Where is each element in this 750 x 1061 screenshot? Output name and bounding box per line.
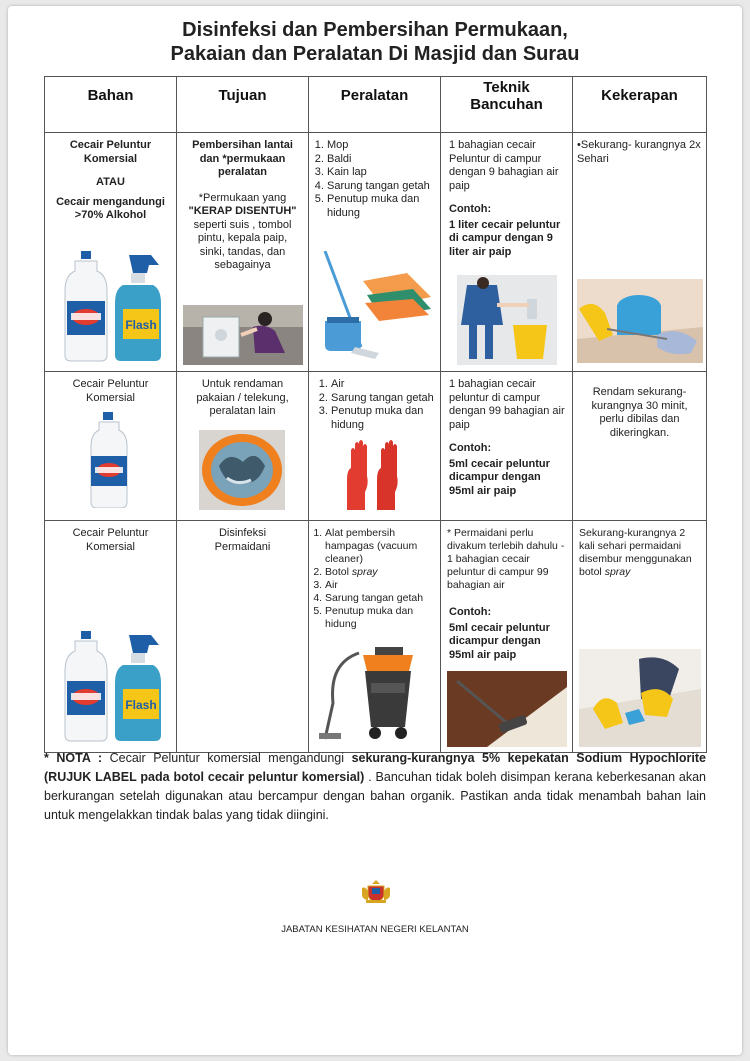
contoh-text: 1 liter cecair peluntur di campur dengan 9 liter air paip (449, 218, 561, 258)
tujuan-text: Untuk rendaman pakaian / telekung, peralatan lain (196, 378, 289, 417)
peralatan-item: 2. Sarung tangan getah (331, 392, 436, 406)
cell-teknik (441, 372, 572, 520)
cleaning-sink-image (183, 305, 303, 365)
cell-peralatan (309, 133, 440, 371)
teknik-text: 1 bahagian cecair Peluntur di campur dengan 9 bahagian air paip (449, 139, 559, 192)
teknik-text: 1 bahagian cecair peluntur di campur dengan 99 bahagian air paip (449, 378, 565, 431)
tujuan-text: Disinfeksi Permaidani (214, 527, 271, 553)
column-header-bahan: Bahan (45, 77, 177, 133)
cell-tujuan (177, 372, 308, 520)
tujuan-detail-text: seperti suis , tombol pintu, kepala paip, sinki, tandas, dan sebagainya (193, 218, 292, 271)
peralatan-item: 1. Mop (327, 139, 436, 153)
kekerapan-text: Sekurang-kurangnya 2 kali sehari permaidani disembur menggunakan botol spray (579, 527, 692, 578)
bleach-and-spray-bottles-image (51, 251, 171, 363)
bleach-bottle-image (89, 412, 129, 508)
kekerapan-text: Rendam sekurang-kurangnya 30 minit, perlu dibilas dan dikeringkan. (591, 386, 688, 439)
table-row (45, 372, 707, 521)
peralatan-item: 5. Penutup muka dan hidung (325, 605, 436, 631)
note-label: * NOTA : (44, 751, 103, 765)
bahan-text: Cecair Peluntur Komersial (72, 527, 149, 553)
peralatan-item: 1. Alat pembersih hampagas (vacuum cleaner) (325, 527, 436, 566)
column-header-tujuan: Tujuan (177, 77, 309, 133)
tujuan-highlight-text: "KERAP DISENTUH" (188, 205, 297, 217)
atau-text: ATAU (96, 176, 125, 188)
table-row (45, 521, 707, 753)
table-row (45, 133, 707, 372)
cell-bahan (45, 133, 176, 371)
title-line-1: Disinfeksi dan Pembersihan Permukaan, (182, 19, 568, 41)
cell-peralatan (309, 372, 440, 520)
peralatan-item: 3. Air (325, 579, 436, 592)
svg-text:Flash: Flash (125, 698, 157, 712)
mop-bucket-and-cloth-image (315, 251, 435, 363)
column-header-teknik: Teknik Bancuhan (441, 77, 573, 133)
page-title (8, 18, 742, 66)
vacuum-cleaner-image (319, 633, 431, 745)
mixing-bucket-image (457, 275, 557, 365)
cell-kekerapan (573, 372, 706, 520)
peralatan-item: 5. Penutup muka dan hidung (327, 193, 436, 220)
soaking-basin-image (199, 430, 285, 510)
title-line-2: Pakaian dan Peralatan Di Masjid dan Surau (170, 43, 580, 65)
gloved-mopping-image (577, 279, 703, 363)
peralatan-item: 4. Sarung tangan getah (325, 592, 436, 605)
bahan-text: Cecair Peluntur Komersial (72, 378, 149, 404)
tujuan-intro-text: *Permukaan yang (198, 191, 287, 204)
cell-tujuan (177, 521, 308, 752)
teknik-text: * Permaidani perlu divakum terlebih dahulu - 1 bahagian cecair peluntur di campur 99 bahagian air (447, 527, 565, 591)
note-emphasis: sekurang-kurangnya 5% kepekatan Sodium Hypochlorite (RUJUK LABEL pada botol cecair peluntur komersial) (44, 751, 706, 784)
peralatan-item: 4. Sarung tangan getah (327, 180, 436, 194)
peralatan-item: 2. Botol spray (325, 566, 436, 579)
peralatan-item: 1. Air (331, 378, 436, 392)
bahan-text: Cecair Peluntur Komersial (69, 139, 152, 165)
note-paragraph: * NOTA : Cecair Peluntur komersial mengandungi sekurang-kurangnya 5% kepekatan Sodium Hypochlorite (RUJUK LABEL pada botol cecair peluntur komersial) . Bancuhan tidak boleh disimpan kerana keberkesanan akan berkurangan setelah digunakan atau bercampur dengan bahan organik. Pastikan anda tidak menambah bahan lain untuk mengelakkan tindak balas yang tidak diingini. (44, 751, 706, 822)
document-page (8, 6, 742, 1055)
peralatan-item: 3. Kain lap (327, 166, 436, 180)
column-header-peralatan: Peralatan (309, 77, 441, 133)
contoh-label: Contoh: (449, 606, 492, 618)
cell-teknik (441, 133, 572, 371)
contoh-text: 5ml cecair peluntur dicampur dengan 95ml air paip (449, 457, 550, 497)
vacuuming-carpet-image (447, 671, 567, 747)
red-gloves-image (343, 440, 405, 510)
disinfection-table (44, 76, 707, 753)
cell-bahan (45, 521, 176, 752)
cell-tujuan (177, 133, 308, 371)
cell-teknik (441, 521, 572, 752)
contoh-label: Contoh: (449, 442, 492, 454)
svg-text:Flash: Flash (125, 318, 157, 332)
coat-of-arms-logo (360, 878, 392, 904)
contoh-text: 5ml cecair peluntur dicampur dengan 95ml air paip (449, 621, 550, 661)
footer-department: JABATAN KESIHATAN NEGERI KELANTAN (281, 924, 469, 935)
bahan-alt-text: Cecair mengandungi >70% Alkohol (56, 195, 165, 221)
cell-peralatan (309, 521, 440, 752)
column-header-kekerapan: Kekerapan (573, 77, 707, 133)
peralatan-item: 3. Penutup muka dan hidung (331, 405, 436, 432)
peralatan-item: 2. Baldi (327, 153, 436, 167)
contoh-label: Contoh: (449, 203, 492, 215)
cell-kekerapan (573, 521, 706, 752)
bleach-and-spray-bottles-image (51, 631, 171, 743)
cell-kekerapan (573, 133, 706, 371)
gloved-carpet-cleaning-image (579, 649, 701, 747)
tujuan-bold-text: Pembersihan lantai dan *permukaan peralatan (192, 139, 293, 178)
cell-bahan (45, 372, 176, 520)
kekerapan-text: •Sekurang- kurangnya 2x Sehari (577, 139, 701, 165)
